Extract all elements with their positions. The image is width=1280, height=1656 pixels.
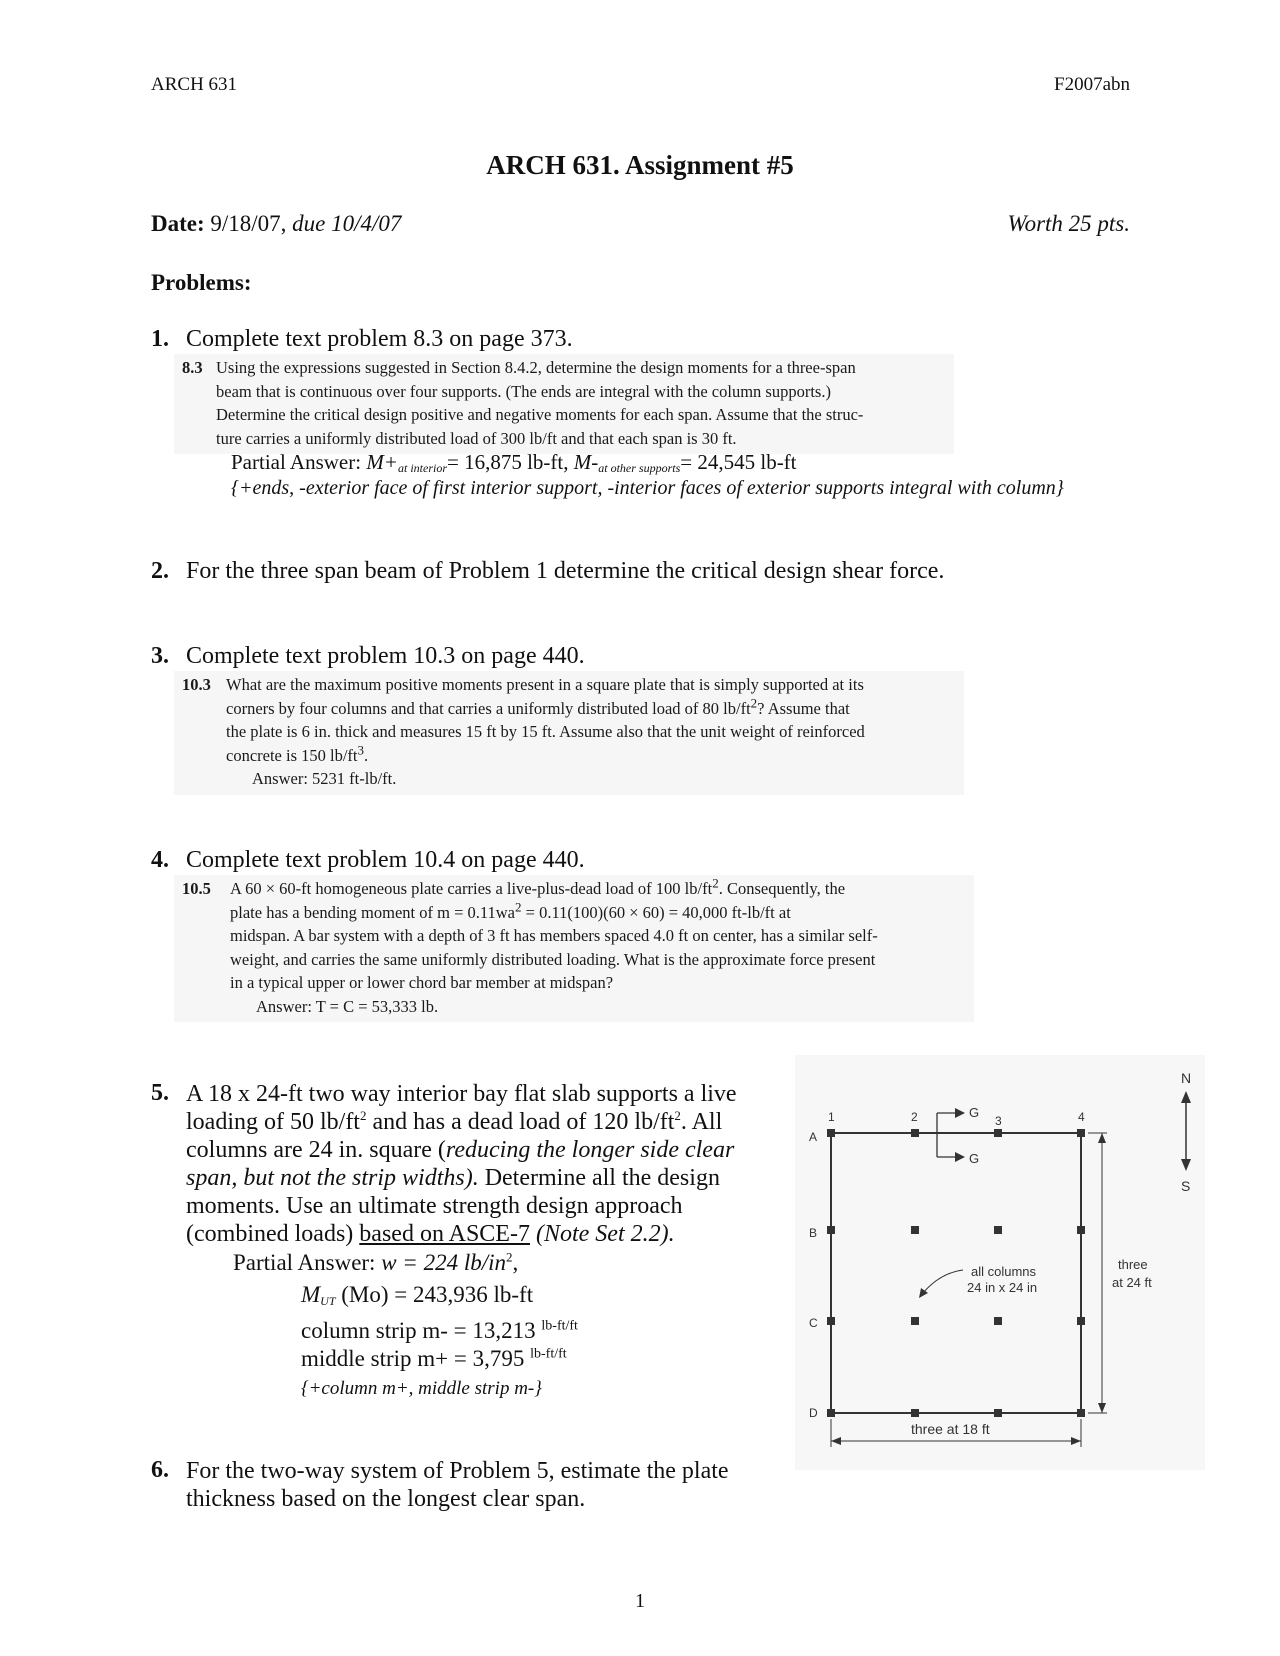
column-c2 <box>911 1317 919 1325</box>
row-label-d: D <box>809 1406 818 1420</box>
floor-plan-diagram <box>795 1055 1215 1475</box>
m-plus: M+ <box>366 450 398 474</box>
dim-right-line2: at 24 ft <box>1112 1275 1152 1290</box>
problem-1-number: 1. <box>151 326 169 352</box>
excerpt-line: Using the expressions suggested in Section 8.4.2, determine the design moments for a three-span <box>216 358 856 377</box>
page-number: 1 <box>635 1590 645 1612</box>
excerpt-number: 10.5 <box>182 879 211 898</box>
dim-bottom-label: three at 18 ft <box>911 1421 990 1437</box>
excerpt-line: Determine the critical design positive and negative moments for each span. Assume that the struc- <box>216 405 864 424</box>
header-code: F2007abn <box>1054 74 1130 95</box>
column-a3 <box>994 1129 1002 1137</box>
column-b4 <box>1077 1226 1085 1234</box>
excerpt-line: in a typical upper or lower chord bar member at midspan? <box>230 973 614 992</box>
m-plus-sub: at interior <box>397 461 447 475</box>
m-minus: M- <box>573 450 599 474</box>
m-minus-sub: at other supports <box>598 461 681 475</box>
problems-heading: Problems: <box>151 270 252 295</box>
problem-5-text: A 18 x 24-ft two way interior bay flat slab supports a live loading of 50 $lb/ft^2$ and has a dead load of 120 $lb/ft^2$. All columns are 24 in. square (reducing the longer side clear span, but not the strip widths). Determine all the design moments. Use an ultimate strength design approach (combined loads) based on ASCE-7 (Note Set 2.2). <box>186 1081 737 1247</box>
worth-points: Worth 25 pts. <box>1007 211 1130 236</box>
excerpt-answer: Answer: T = C = 53,333 lb. <box>256 996 439 1016</box>
date-label: Date: <box>151 211 205 236</box>
excerpt-number: 8.3 <box>182 358 203 377</box>
problem-5-mu: $M_{UT}$ (Mo) = 243,936 lb-ft <box>301 1282 534 1308</box>
column-note-line2: 24 in x 24 in <box>967 1280 1038 1295</box>
row-label-a: A <box>809 1130 818 1144</box>
column-a1 <box>827 1129 835 1137</box>
excerpt-line: corners by four columns and that carries a uniformly distributed load of 80 $lb/ft^2$? Assume that <box>226 695 850 718</box>
section-mark-top: G <box>969 1105 980 1120</box>
problem-3-text: Complete text problem 10.3 on page 440. <box>186 643 585 669</box>
column-a2 <box>911 1129 919 1137</box>
problem-1-note: {+ends, -exterior face of first interior support, -interior faces of exterior supports integral with column} <box>231 477 1064 499</box>
problem-2-text: For the three span beam of Problem 1 determine the critical design shear force. <box>186 558 945 584</box>
column-d4 <box>1077 1409 1085 1417</box>
column-label-3: 3 <box>995 1114 1002 1128</box>
row-label-b: B <box>809 1226 818 1240</box>
column-b3 <box>994 1226 1002 1234</box>
column-d1 <box>827 1409 835 1417</box>
excerpt-line: midspan. A bar system with a depth of 3 ft has members spaced 4.0 ft on center, has a similar self- <box>230 926 878 945</box>
column-label-2: 2 <box>911 1110 918 1124</box>
column-d3 <box>994 1409 1002 1417</box>
excerpt-line: weight, and carries the same uniformly distributed loading. What is the approximate force present <box>230 949 876 969</box>
problem-4-number: 4. <box>151 847 169 873</box>
excerpt-line: concrete is 150 $lb/ft^3$. <box>226 742 369 765</box>
problem-5-note: {+column m+, middle strip m-} <box>301 1378 542 1399</box>
date-line <box>151 211 401 237</box>
excerpt-answer: Answer: 5231 ft-lb/ft. <box>252 769 397 788</box>
column-b2 <box>911 1226 919 1234</box>
excerpt-line: plate has a bending moment of $m = 0.11wa^2 = 0.11(100)(60 \times 60) = 40,000$ ft-lb/ft at <box>230 899 791 922</box>
north-label: N <box>1181 1070 1192 1086</box>
problem-6-text: For the two-way system of Problem 5, estimate the plate thickness based on the longest clear span. <box>186 1458 729 1512</box>
m-plus-value: = 16,875 lb-ft, <box>447 450 569 474</box>
problem-4-excerpt: 10.5 A 60 × 60-ft homogeneous plate carries a live-plus-dead load of 100 $lb/ft^2$. Consequently, the plate has a bending moment of $m = 0.11wa^2 = 0.11(100)(60 \times 60) = 40,000$ ft-lb/ft at midspan. A bar system with a depth of 3 ft has members spaced 4.0 ft on center, has a similar self- weight, and carries the same uniformly distributed loading. What is the approximate force present in a typical upper or lower chord bar member at midspan? Answer: T = C = 53,333 lb. <box>174 875 974 1022</box>
column-a4 <box>1077 1129 1085 1137</box>
date-value: 9/18/07, <box>210 211 287 236</box>
column-c3 <box>994 1317 1002 1325</box>
south-label: S <box>1181 1178 1191 1194</box>
column-label-1: 1 <box>828 1110 835 1124</box>
column-note-line1: all columns <box>971 1264 1037 1279</box>
problem-5-partial-answer: Partial Answer: w = 224 $lb/in^2$, <box>233 1249 519 1275</box>
excerpt-number: 10.3 <box>182 675 211 694</box>
column-c4 <box>1077 1317 1085 1325</box>
problem-3-excerpt <box>174 671 964 795</box>
excerpt-line: ture carries a uniformly distributed load of 300 lb/ft and that each span is 30 ft. <box>216 428 737 448</box>
problem-1-text: Complete text problem 8.3 on page 373. <box>186 326 573 352</box>
problem-3-number: 3. <box>151 643 169 669</box>
problem-5-number: 5. <box>151 1080 169 1106</box>
header-course: ARCH 631 <box>151 74 238 95</box>
dim-right-line1: three <box>1118 1257 1148 1272</box>
problem-5-column-strip: column strip m- = 13,213 $^{lb-ft/ft}$ <box>301 1318 578 1343</box>
due-date: due 10/4/07 <box>292 211 402 236</box>
excerpt-line: What are the maximum positive moments present in a square plate that is simply supported at its <box>226 675 864 694</box>
problem-6-number: 6. <box>151 1457 169 1483</box>
excerpt-line: beam that is continuous over four supports. (The ends are integral with the column supports.) <box>216 381 831 401</box>
excerpt-line: the plate is 6 in. thick and measures 15 ft by 15 ft. Assume also that the unit weight of reinforced <box>226 722 865 741</box>
problem-2-number: 2. <box>151 558 169 584</box>
row-label-c: C <box>809 1316 818 1330</box>
problem-1-partial-answer <box>231 450 797 476</box>
column-d2 <box>911 1409 919 1417</box>
problem-1-excerpt <box>174 354 954 454</box>
section-mark-bottom: G <box>969 1151 980 1166</box>
column-b1 <box>827 1226 835 1234</box>
problem-5-middle-strip: middle strip m+ = 3,795 $^{lb-ft/ft}$ <box>301 1346 567 1371</box>
column-label-4: 4 <box>1078 1110 1085 1124</box>
answer-label: Partial Answer: <box>231 450 362 474</box>
column-c1 <box>827 1317 835 1325</box>
problem-4-text: Complete text problem 10.4 on page 440. <box>186 847 585 873</box>
page-title: ARCH 631. Assignment #5 <box>486 150 794 180</box>
m-minus-value: = 24,545 lb-ft <box>680 450 797 474</box>
